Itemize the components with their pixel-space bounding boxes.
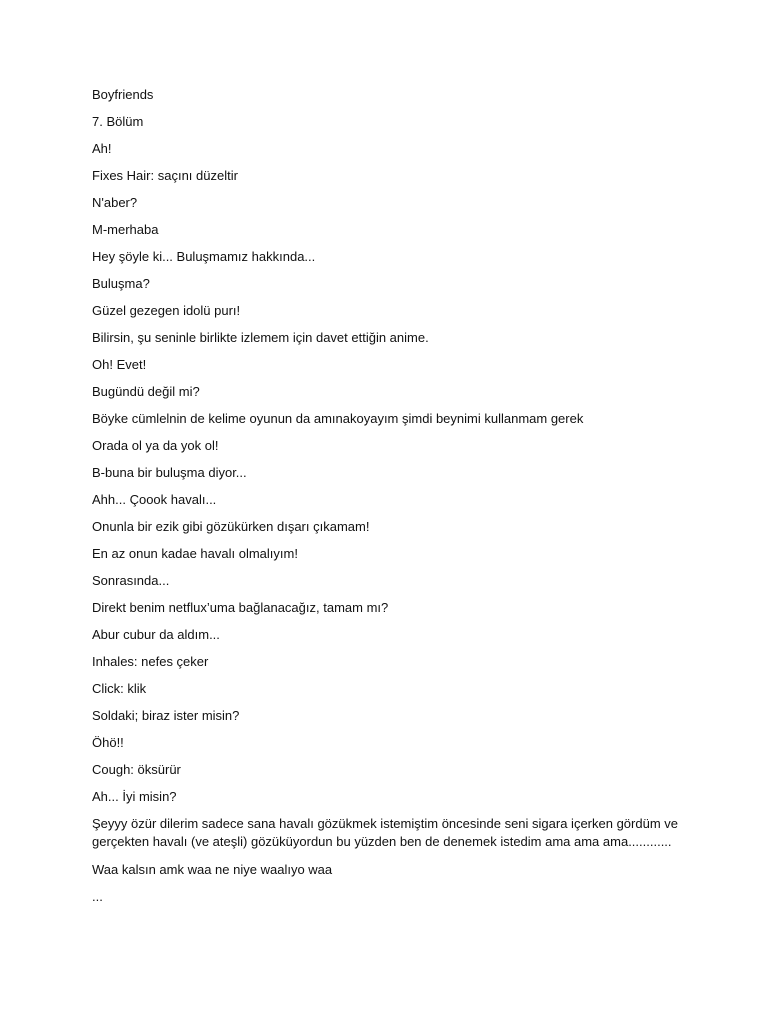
- text-line: Hey şöyle ki... Buluşmamız hakkında...: [92, 249, 316, 264]
- text-line: B-buna bir buluşma diyor...: [92, 465, 247, 480]
- text-line: Cough: öksürür: [92, 762, 181, 777]
- text-line: Güzel gezegen idolü purı!: [92, 303, 241, 318]
- text-line: Fixes Hair: saçını düzeltir: [92, 168, 238, 183]
- text-line: En az onun kadae havalı olmalıyım!: [92, 546, 298, 561]
- text-line: Bilirsin, şu seninle birlikte izlemem için davet ettiğin anime.: [92, 330, 429, 345]
- text-line: Sonrasında...: [92, 573, 170, 588]
- text-line: Inhales: nefes çeker: [92, 654, 209, 669]
- text-line: Click: klik: [92, 681, 147, 696]
- text-line: Abur cubur da aldım...: [92, 627, 220, 642]
- text-line: Orada ol ya da yok ol!: [92, 438, 219, 453]
- text-line: Buluşma?: [92, 276, 150, 291]
- text-line: Direkt benim netflux’uma bağlanacağız, tamam mı?: [92, 600, 389, 615]
- text-line: ...: [92, 889, 103, 904]
- text-line: Ah!: [92, 141, 112, 156]
- document-body: [92, 86, 682, 915]
- text-line: Soldaki; biraz ister misin?: [92, 708, 240, 723]
- text-line: Öhö!!: [92, 735, 124, 750]
- document-title: Boyfriends: [92, 87, 154, 102]
- text-line: Oh! Evet!: [92, 357, 147, 372]
- text-line: Onunla bir ezik gibi gözükürken dışarı çıkamam!: [92, 519, 370, 534]
- text-line: M-merhaba: [92, 222, 159, 237]
- text-line: Ah... İyi misin?: [92, 789, 177, 804]
- text-line: N'aber?: [92, 195, 138, 210]
- text-line: Ahh... Çoook havalı...: [92, 492, 217, 507]
- text-paragraph: Şeyyy özür dilerim sadece sana havalı gözükmek istemiştim öncesinde seni sigara içerken gördüm ve gerçekten havalı (ve ateşli) gözüküyordun bu yüzden ben de denemek istedim ama ama ama............: [92, 816, 678, 849]
- text-line: Böyke cümlelnin de kelime oyunun da amınakoyayım şimdi beynimi kullanmam gerek: [92, 411, 584, 426]
- text-line: Bugündü değil mi?: [92, 384, 200, 399]
- text-line: Waa kalsın amk waa ne niye waalıyo waa: [92, 862, 333, 877]
- chapter-heading: 7. Bölüm: [92, 114, 144, 129]
